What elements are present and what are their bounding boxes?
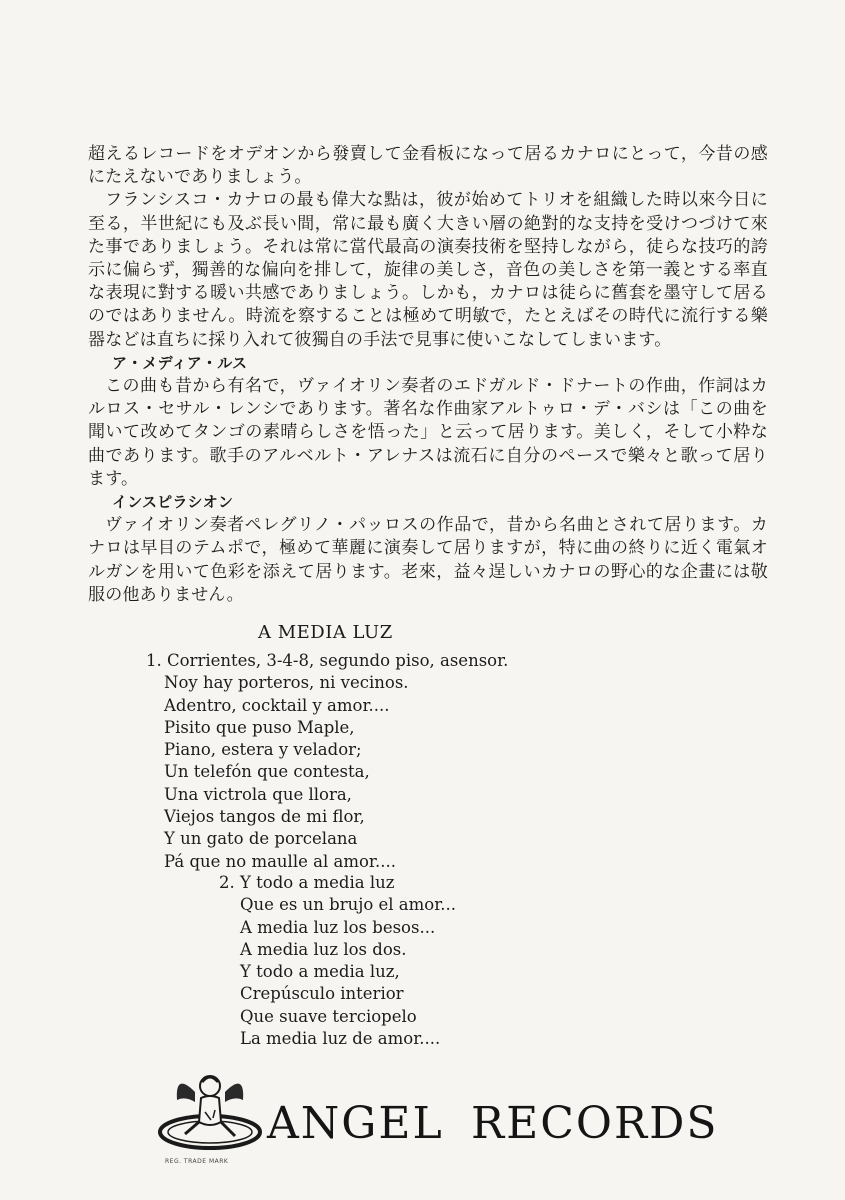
trade-mark-label: REG. TRADE MARK: [165, 1158, 229, 1165]
verse-line: La media luz de amor....: [240, 1029, 441, 1049]
angel-cherub-icon: [155, 1062, 265, 1162]
paragraph-canaro: フランシスコ・カナロの最も偉大な點は，彼が始めてトリオを組織した時以來今日に至る，半世紀にも及ぶ長い間，常に最も廣く大きい層の絶對的な支持を受けつづけて來た事でありましょう。それは常に當代最高の演奏技術を堅持しながら，徒らな技巧的誇示に偏らず，獨善的な偏向を排して，旋律の美しさ，音色の美しさを第一義とする率直な表現に對する暖い共感でありましょう。しかも，カナロは徒らに舊套を墨守して居るのではありません。時流を察することは極めて明敏で，たとえばその時代に流行する樂器などは直ちに採り入れて彼獨自の手法で見事に使いこなしてしまいます。: [88, 190, 768, 350]
verse-line: 2. Y todo a media luz: [219, 873, 395, 892]
paragraph-inspiracion: ヴァイオリン奏者ペレグリノ・パッロスの作品で，昔から名曲とされて居ります。カナロは早目のテムポで，極めて華麗に演奏して居りますが，特に曲の終りに近く電氣オルガンを用いて色彩を添えて居ります。老來，益々逞しいカナロの野心的な企畫には敬服の他ありません。: [88, 515, 768, 605]
song-title: A MEDIA LUZ: [258, 622, 393, 643]
verse-line: Y todo a media luz,: [240, 962, 400, 982]
verse-line: Un telefón que contesta,: [164, 762, 370, 782]
paragraph-intro: 超えるレコードをオデオンから發賣して金看板になって居るカナロにとって，今昔の感にたえないでありましょう。: [88, 144, 768, 188]
verse-2: [219, 872, 456, 1050]
logo-word-records: RECORDS: [471, 1098, 719, 1149]
verse-line: Viejos tangos de mi flor,: [164, 807, 365, 827]
heading-a-media-luz: ア・メディア・ルス: [112, 353, 248, 372]
verse-line: Noy hay porteros, ni vecinos.: [164, 673, 409, 693]
verse-line: A media luz los dos.: [240, 939, 407, 959]
verse-line: Piano, estera y velador;: [164, 740, 362, 760]
verse-line: Pá que no maulle al amor....: [164, 851, 396, 871]
verse-line: 1. Corrientes, 3-4-8, segundo piso, asensor.: [146, 651, 509, 670]
verse-1: [146, 650, 508, 873]
verse-line: Pisito que puso Maple,: [164, 717, 355, 737]
heading-inspiracion: インスピラシオン: [112, 493, 234, 512]
verse-line: Y un gato de porcelana: [164, 829, 358, 849]
logo-word-angel: ANGEL: [267, 1098, 444, 1149]
paragraph-a-media-luz: この曲も昔から有名で，ヴァイオリン奏者のエドガルド・ドナートの作曲，作詞はカルロス・セサル・レンシであります。著名な作曲家アルトゥロ・デ・バシは「この曲を聞いて改めてタンゴの素晴らしさを悟った」と云って居ります。美しく，そして小粋な曲であります。歌手のアルベルト・アレナスは流石に自分のペースで樂々と歌って居ります。: [88, 376, 768, 489]
verse-line: Que suave terciopelo: [240, 1006, 417, 1026]
verse-line: A media luz los besos...: [240, 917, 436, 937]
verse-number: 1.: [146, 651, 162, 670]
verse-number: 2.: [219, 873, 235, 892]
angel-records-logo: [155, 1062, 719, 1172]
verse-line: Crepúsculo interior: [240, 984, 404, 1004]
verse-line: Adentro, cocktail y amor....: [164, 695, 390, 715]
verse-line: Que es un brujo el amor...: [240, 895, 457, 915]
japanese-commentary: [88, 143, 768, 607]
verse-line: Una victrola que llora,: [164, 784, 352, 804]
